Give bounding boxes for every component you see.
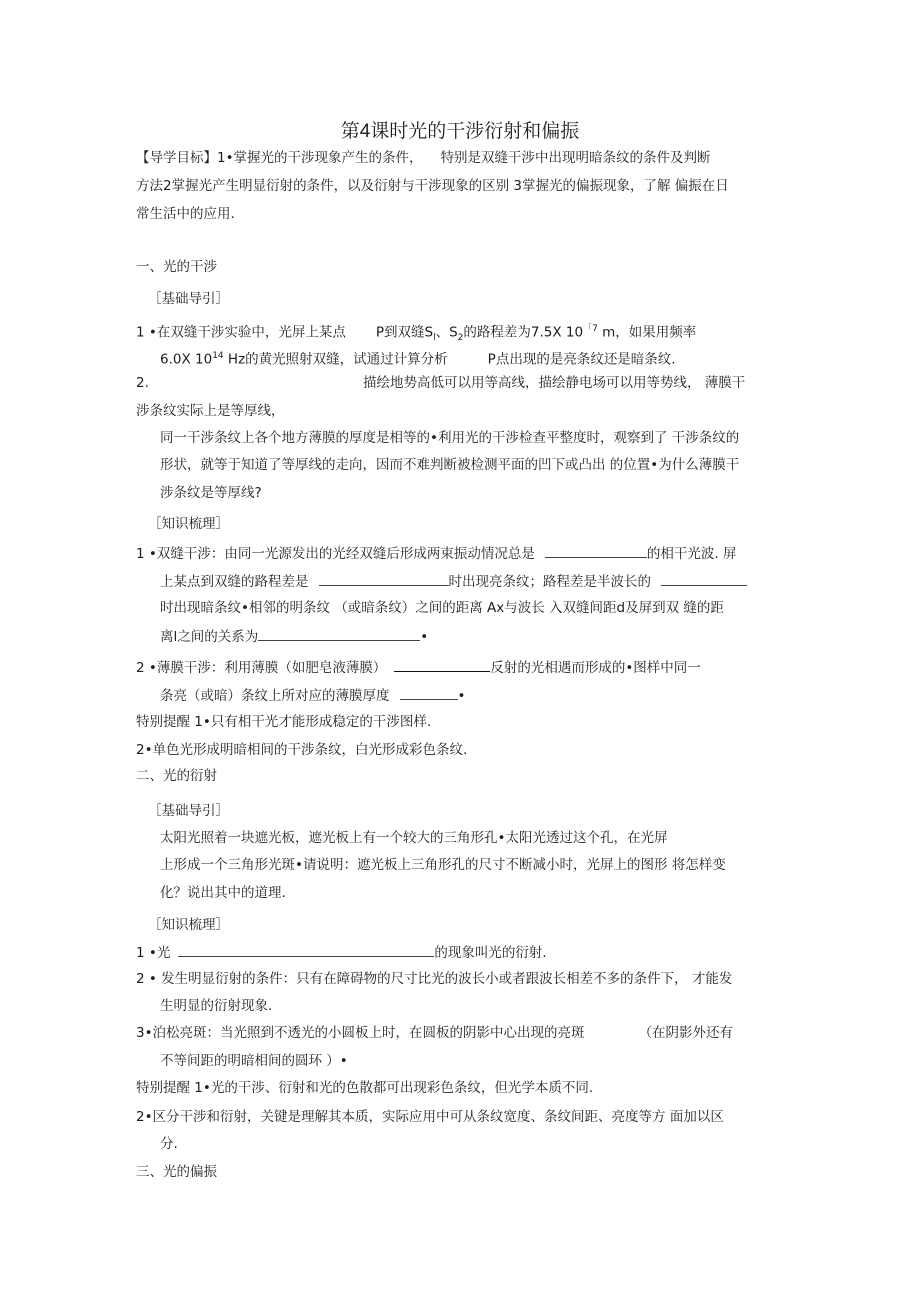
diffraction-knowledge-1 (136, 943, 547, 962)
subheading-basic-guide: ［基础导引］ (148, 803, 229, 819)
fill-blank[interactable] (394, 658, 490, 672)
text: 条亮（或暗）条纹上所对应的薄膜厚度 (160, 688, 390, 704)
question-2-line-4: 形状，就等于知道了等厚线的走向，因而不难判断被检测平面的凹下或凸出 的位置•为什么薄膜干 (160, 457, 740, 473)
text: 1 •在双缝干涉实验中，光屏上某点 (136, 324, 346, 341)
text: 的路程差为7.5X 10 (463, 324, 584, 341)
diffraction-knowledge-3-line-1 (136, 1024, 733, 1042)
fill-blank[interactable] (400, 686, 458, 700)
section-heading-polarization: 三、光的偏振 (136, 1164, 217, 1180)
text: 6.0X 10 (160, 351, 213, 368)
special-tip-2-line-2: 分. (160, 1136, 178, 1152)
text: 的相干光波. 屏 (646, 546, 737, 562)
page-title: 第4课时光的干涉衍射和偏振 (340, 121, 580, 142)
subscript: 2 (457, 333, 464, 344)
text: 反射的光相遇而形成的•图样中同一 (490, 660, 701, 676)
text: 3•泊松亮斑：当光照到不透光的小圆板上时，在圆板的阴影中心出现的亮斑 (136, 1025, 585, 1041)
section-heading-interference: 一、光的干涉 (136, 259, 217, 275)
question-2-line-3: 同一干涉条纹上各个地方薄膜的厚度是相等的•利用光的干涉检查平整度时，观察到了 干涉条纹的 (160, 430, 740, 446)
fill-blank[interactable] (319, 572, 449, 586)
knowledge-1-line-2 (160, 572, 747, 591)
fill-blank[interactable] (661, 572, 747, 586)
text: 上某点到双缝的路程差是 (160, 574, 309, 590)
special-tip-1: 特别提醒 1•只有相干光才能形成稳定的干涉图样. (136, 714, 432, 730)
text: Hz的黄光照射双缝，试通过计算分析 (223, 351, 448, 368)
special-tip-1: 特别提醒 1•光的干涉、衍射和光的色散都可出现彩色条纹，但光学本质不同. (136, 1080, 594, 1096)
guide-line-3: 化？说出其中的道理. (160, 885, 286, 901)
superscript: 「7 (583, 324, 598, 334)
section-heading-diffraction: 二、光的衍射 (136, 768, 217, 784)
text: 2 •薄膜干涉：利用薄膜（如肥皂液薄膜） (136, 660, 387, 676)
question-2-line-2: 涉条纹实际上是等厚线， (136, 403, 285, 419)
question-2-line-5: 涉条纹是等厚线? (160, 485, 262, 501)
guide-line-2: 上形成一个三角形光斑•请说明：遮光板上三角形孔的尺寸不断减小时，光屏上的图形 将怎样变 (160, 857, 726, 873)
goals-text: 【导学目标】1•掌握光的干涉现象产生的条件， (136, 150, 423, 166)
guide-line-1: 太阳光照着一块遮光板，遮光板上有一个较大的三角形孔•太阳光透过这个孔，在光屏 (160, 830, 668, 846)
diffraction-knowledge-2-line-2: 生明显的衍射现象. (160, 998, 273, 1014)
special-tip-2-line-1: 2•区分干涉和衍射，关键是理解其本质，实际应用中可从条纹宽度、条纹间距、亮度等方 面加以区 (136, 1109, 724, 1125)
subheading-basic-guide: ［基础导引］ (148, 291, 229, 307)
question-2-line-1: 描绘地势高低可以用等高线，描绘静电场可以用等势线， 薄膜干 (363, 375, 746, 391)
learning-goals-line-2: 方法2掌握光产生明显衍射的条件，以及衍射与干涉现象的区别 3掌握光的偏振现象，了解 偏振在日 (136, 178, 729, 194)
goals-text: 特别是双缝干涉中出现明暗条纹的条件及判断 (440, 150, 711, 166)
learning-goals-line-3: 常生活中的应用. (136, 206, 235, 222)
text: 离l之间的关系为 (160, 629, 259, 645)
text: 、S (435, 324, 458, 341)
fill-blank[interactable] (545, 544, 647, 558)
diffraction-knowledge-3-line-2: 不等间距的明暗相间的圆环 ）• (160, 1053, 348, 1069)
knowledge-1-line-1 (136, 544, 736, 563)
text: （在阴影外还有 (638, 1025, 734, 1041)
knowledge-1-line-3: 时出现暗条纹•相邻的明条纹 （或暗条纹）之间的距离 Ax与波长 入双缝间距d及屏到双 缝的距 (160, 600, 724, 616)
question-1-line-2 (160, 347, 676, 369)
text: P到双缝S (375, 324, 434, 341)
knowledge-1-line-4 (160, 627, 428, 646)
fill-blank[interactable] (258, 627, 420, 641)
text: 1 •光 (136, 945, 171, 961)
special-tip-2: 2•单色光形成明暗相间的干涉条纹，白光形成彩色条纹. (136, 742, 468, 758)
text: 的现象叫光的衍射. (434, 945, 547, 961)
text: P点出现的是亮条纹还是暗条纹. (487, 351, 676, 368)
text: 1 •双缝干涉：由同一光源发出的光经双缝后形成两束振动情况总是 (136, 546, 535, 562)
text: • (420, 629, 429, 645)
question-2-number: 2. (136, 375, 149, 391)
subheading-knowledge: ［知识梳理］ (148, 917, 229, 933)
text: m，如果用频率 (597, 324, 697, 341)
subscript: l (433, 333, 436, 344)
knowledge-2-line-1 (136, 658, 701, 677)
text: 时出现亮条纹；路程差是半波长的 (448, 574, 651, 590)
subheading-knowledge: ［知识梳理］ (148, 516, 229, 532)
superscript: 14 (212, 351, 224, 361)
knowledge-2-line-2 (160, 686, 465, 705)
question-1-line-1 (136, 320, 696, 347)
text: • (457, 688, 466, 704)
diffraction-knowledge-2-line-1: 2 • 发生明显衍射的条件：只有在障碍物的尺寸比光的波长小或者跟波长相差不多的条件下， 才能发 (136, 971, 733, 987)
learning-goals-line-1 (136, 149, 711, 167)
fill-blank[interactable] (178, 943, 434, 957)
